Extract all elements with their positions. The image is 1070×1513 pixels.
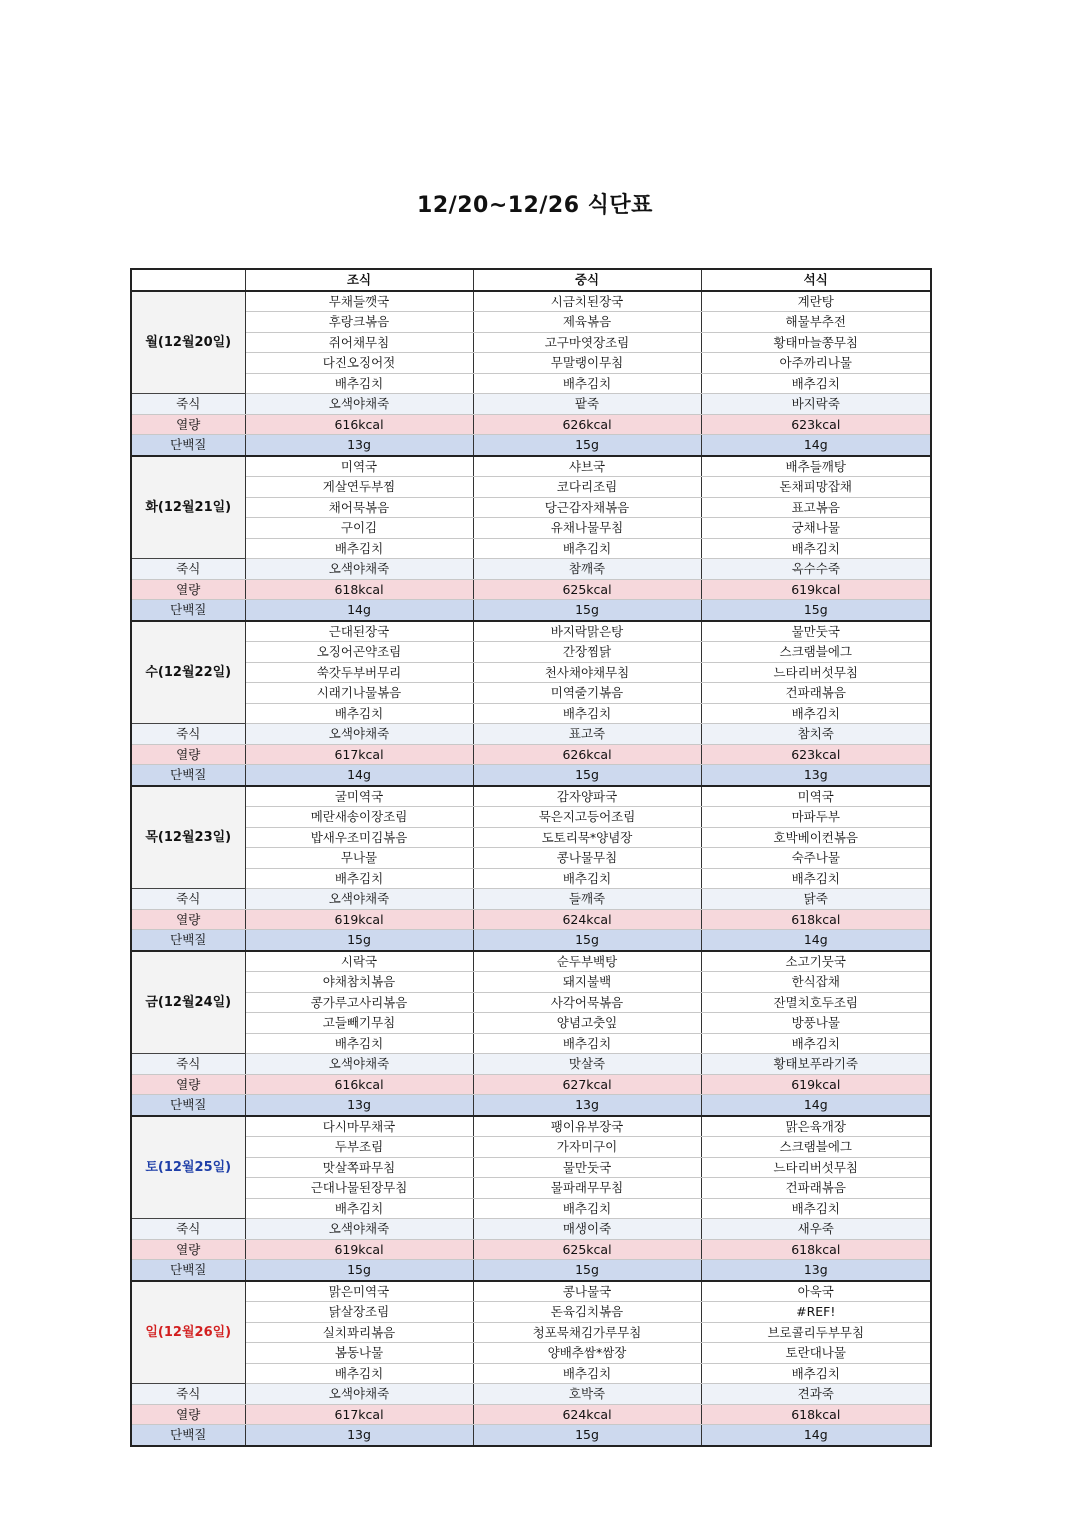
breakfast-dish: 배추김치 [245,538,473,559]
breakfast-calories: 617kcal [245,1404,473,1425]
lunch-calories: 627kcal [473,1074,701,1095]
breakfast-protein: 13g [245,1425,473,1446]
porridge-label: 죽식 [131,1219,245,1240]
dinner-dish: 배추김치 [701,1363,931,1384]
breakfast-protein: 14g [245,600,473,621]
menu-row [131,332,931,353]
porridge-row [131,724,931,745]
lunch-dish: 양념고춧잎 [473,1013,701,1034]
lunch-dish: 당근감자채볶음 [473,497,701,518]
dinner-dish: 호박베이컨볶음 [701,827,931,848]
menu-row [131,1363,931,1384]
dinner-porridge: 옥수수죽 [701,559,931,580]
dinner-dish: 배추김치 [701,1033,931,1054]
breakfast-protein: 15g [245,930,473,951]
dinner-dish: 배추김치 [701,1198,931,1219]
day-label: 월(12월20일) [131,291,245,394]
breakfast-dish: 오징어곤약조림 [245,642,473,663]
header-dinner: 석식 [701,269,931,291]
dinner-dish: 브로콜리두부무침 [701,1322,931,1343]
lunch-dish: 순두부백탕 [473,951,701,972]
lunch-porridge: 호박죽 [473,1384,701,1405]
lunch-dish: 유채나물무침 [473,518,701,539]
breakfast-dish: 배추김치 [245,1363,473,1384]
porridge-row [131,394,931,415]
menu-row [131,992,931,1013]
dinner-calories: 618kcal [701,1239,931,1260]
protein-row [131,1260,931,1281]
lunch-dish: 배추김치 [473,1198,701,1219]
lunch-dish: 고구마엿장조림 [473,332,701,353]
breakfast-dish: 후랑크볶음 [245,312,473,333]
protein-label: 단백질 [131,1260,245,1281]
breakfast-dish: 고들빼기무침 [245,1013,473,1034]
calories-row [131,414,931,435]
dinner-protein: 14g [701,1095,931,1116]
dinner-dish: 맑은육개장 [701,1116,931,1137]
menu-row [131,642,931,663]
lunch-protein: 15g [473,600,701,621]
breakfast-calories: 616kcal [245,1074,473,1095]
lunch-dish: 도토리묵*양념장 [473,827,701,848]
breakfast-porridge: 오색야채죽 [245,889,473,910]
lunch-protein: 15g [473,1425,701,1446]
calories-row [131,1074,931,1095]
breakfast-dish: 배추김치 [245,703,473,724]
porridge-label: 죽식 [131,1054,245,1075]
lunch-dish: 청포묵채김가루무침 [473,1322,701,1343]
dinner-protein: 15g [701,600,931,621]
dinner-dish: 배추들깨탕 [701,456,931,477]
dinner-protein: 13g [701,1260,931,1281]
protein-row [131,930,931,951]
menu-row [131,1281,931,1302]
dinner-dish: 궁채나물 [701,518,931,539]
dinner-dish: 방풍나물 [701,1013,931,1034]
breakfast-dish: 두부조림 [245,1137,473,1158]
dinner-porridge: 바지락죽 [701,394,931,415]
porridge-label: 죽식 [131,1384,245,1405]
lunch-dish: 콩나물국 [473,1281,701,1302]
menu-row [131,1013,931,1034]
dinner-dish: 표고볶음 [701,497,931,518]
breakfast-protein: 14g [245,765,473,786]
menu-row [131,456,931,477]
lunch-dish: 돼지불백 [473,972,701,993]
lunch-calories: 626kcal [473,744,701,765]
lunch-porridge: 표고죽 [473,724,701,745]
breakfast-protein: 15g [245,1260,473,1281]
dinner-protein: 14g [701,1425,931,1446]
porridge-row [131,559,931,580]
breakfast-calories: 616kcal [245,414,473,435]
lunch-protein: 15g [473,930,701,951]
dinner-porridge: 황태보푸라기죽 [701,1054,931,1075]
lunch-protein: 13g [473,1095,701,1116]
calories-row [131,1404,931,1425]
breakfast-dish: 배추김치 [245,1033,473,1054]
calories-label: 열량 [131,744,245,765]
lunch-porridge: 매생이죽 [473,1219,701,1240]
header-lunch: 중식 [473,269,701,291]
dinner-calories: 623kcal [701,744,931,765]
breakfast-dish: 시래기나물볶음 [245,683,473,704]
dinner-dish: 느타리버섯무침 [701,662,931,683]
menu-row [131,518,931,539]
dinner-dish: #REF! [701,1302,931,1323]
lunch-dish: 배추김치 [473,868,701,889]
dinner-dish: 스크램블에그 [701,1137,931,1158]
breakfast-dish: 게살연두부찜 [245,477,473,498]
breakfast-dish: 구이김 [245,518,473,539]
breakfast-porridge: 오색야채죽 [245,724,473,745]
protein-row [131,435,931,456]
lunch-porridge: 팥죽 [473,394,701,415]
dinner-porridge: 참치죽 [701,724,931,745]
lunch-dish: 제육볶음 [473,312,701,333]
menu-row [131,1157,931,1178]
menu-row [131,703,931,724]
breakfast-dish: 쥐어채무침 [245,332,473,353]
lunch-dish: 물파래무무침 [473,1178,701,1199]
lunch-dish: 시금치된장국 [473,291,701,312]
menu-row [131,868,931,889]
lunch-dish: 배추김치 [473,703,701,724]
menu-row [131,848,931,869]
lunch-dish: 배추김치 [473,538,701,559]
lunch-dish: 콩나물무침 [473,848,701,869]
calories-label: 열량 [131,1074,245,1095]
lunch-dish: 팽이유부장국 [473,1116,701,1137]
menu-body [131,291,931,1446]
porridge-row [131,1384,931,1405]
breakfast-dish: 근대된장국 [245,621,473,642]
lunch-dish: 무말랭이무침 [473,353,701,374]
menu-row [131,1116,931,1137]
calories-row [131,909,931,930]
menu-row [131,353,931,374]
dinner-calories: 623kcal [701,414,931,435]
breakfast-dish: 밥새우조미김볶음 [245,827,473,848]
dinner-protein: 14g [701,435,931,456]
breakfast-porridge: 오색야채죽 [245,1054,473,1075]
dinner-dish: 배추김치 [701,538,931,559]
menu-row [131,827,931,848]
lunch-protein: 15g [473,435,701,456]
lunch-dish: 천사채야채무침 [473,662,701,683]
breakfast-dish: 쑥갓두부버무리 [245,662,473,683]
menu-row [131,538,931,559]
breakfast-dish: 근대나물된장무침 [245,1178,473,1199]
porridge-row [131,1054,931,1075]
lunch-protein: 15g [473,1260,701,1281]
dinner-dish: 아욱국 [701,1281,931,1302]
breakfast-protein: 13g [245,1095,473,1116]
lunch-dish: 배추김치 [473,1033,701,1054]
breakfast-dish: 배추김치 [245,373,473,394]
dinner-dish: 배추김치 [701,703,931,724]
dinner-dish: 스크램블에그 [701,642,931,663]
day-label: 화(12월21일) [131,456,245,559]
dinner-porridge: 견과죽 [701,1384,931,1405]
dinner-dish: 돈채피망잡채 [701,477,931,498]
calories-row [131,1239,931,1260]
menu-row [131,1178,931,1199]
lunch-porridge: 참깨죽 [473,559,701,580]
breakfast-dish: 봄동나물 [245,1343,473,1364]
menu-row [131,1137,931,1158]
dinner-dish: 아주까리나물 [701,353,931,374]
lunch-calories: 625kcal [473,579,701,600]
lunch-dish: 사각어묵볶음 [473,992,701,1013]
lunch-dish: 배추김치 [473,1363,701,1384]
protein-label: 단백질 [131,765,245,786]
porridge-label: 죽식 [131,559,245,580]
calories-label: 열량 [131,414,245,435]
menu-row [131,1322,931,1343]
dinner-dish: 숙주나물 [701,848,931,869]
protein-label: 단백질 [131,435,245,456]
meal-plan-table [130,268,932,1447]
breakfast-dish: 맑은미역국 [245,1281,473,1302]
page-title: 12/20~12/26 식단표 [417,193,653,218]
breakfast-porridge: 오색야채죽 [245,394,473,415]
lunch-calories: 626kcal [473,414,701,435]
dinner-dish: 토란대나물 [701,1343,931,1364]
dinner-protein: 14g [701,930,931,951]
lunch-dish: 감자양파국 [473,786,701,807]
menu-row [131,373,931,394]
day-label: 일(12월26일) [131,1281,245,1384]
protein-row [131,765,931,786]
breakfast-dish: 미역국 [245,456,473,477]
breakfast-porridge: 오색야채죽 [245,559,473,580]
breakfast-calories: 618kcal [245,579,473,600]
lunch-dish: 간장찜닭 [473,642,701,663]
breakfast-dish: 배추김치 [245,1198,473,1219]
lunch-dish: 미역줄기볶음 [473,683,701,704]
breakfast-dish: 굴미역국 [245,786,473,807]
protein-row [131,1425,931,1446]
breakfast-dish: 배추김치 [245,868,473,889]
calories-row [131,579,931,600]
day-label: 금(12월24일) [131,951,245,1054]
breakfast-calories: 619kcal [245,909,473,930]
lunch-porridge: 들깨죽 [473,889,701,910]
breakfast-dish: 콩가루고사리볶음 [245,992,473,1013]
breakfast-dish: 채어묵볶음 [245,497,473,518]
porridge-row [131,889,931,910]
breakfast-dish: 무나물 [245,848,473,869]
lunch-protein: 15g [473,765,701,786]
dinner-dish: 배추김치 [701,373,931,394]
lunch-dish: 양배추쌈*쌈장 [473,1343,701,1364]
dinner-dish: 황태마늘쫑무침 [701,332,931,353]
dinner-protein: 13g [701,765,931,786]
day-label: 토(12월25일) [131,1116,245,1219]
dinner-porridge: 새우죽 [701,1219,931,1240]
lunch-calories: 624kcal [473,1404,701,1425]
menu-row [131,312,931,333]
lunch-dish: 배추김치 [473,373,701,394]
menu-row [131,1198,931,1219]
menu-row [131,683,931,704]
lunch-dish: 코다리조림 [473,477,701,498]
dinner-dish: 잔멸치호두조림 [701,992,931,1013]
dinner-dish: 소고기뭇국 [701,951,931,972]
menu-row [131,1033,931,1054]
dinner-dish: 계란탕 [701,291,931,312]
menu-row [131,1302,931,1323]
lunch-dish: 묵은지고등어조림 [473,807,701,828]
porridge-label: 죽식 [131,394,245,415]
day-label: 목(12월23일) [131,786,245,889]
breakfast-calories: 619kcal [245,1239,473,1260]
lunch-calories: 624kcal [473,909,701,930]
dinner-dish: 미역국 [701,786,931,807]
dinner-dish: 한식잡채 [701,972,931,993]
menu-row [131,662,931,683]
dinner-dish: 해물부추전 [701,312,931,333]
menu-row [131,951,931,972]
lunch-dish: 샤브국 [473,456,701,477]
menu-row [131,972,931,993]
porridge-label: 죽식 [131,724,245,745]
protein-label: 단백질 [131,1425,245,1446]
menu-row [131,477,931,498]
dinner-calories: 618kcal [701,1404,931,1425]
header-breakfast: 조식 [245,269,473,291]
day-label: 수(12월22일) [131,621,245,724]
dinner-dish: 건파래볶음 [701,1178,931,1199]
lunch-dish: 바지락맑은탕 [473,621,701,642]
protein-row [131,600,931,621]
menu-row [131,807,931,828]
breakfast-dish: 닭살장조림 [245,1302,473,1323]
lunch-dish: 돈육김치볶음 [473,1302,701,1323]
header-row [131,269,931,291]
breakfast-dish: 다진오징어젓 [245,353,473,374]
breakfast-protein: 13g [245,435,473,456]
calories-label: 열량 [131,1404,245,1425]
breakfast-dish: 실치꽈리볶음 [245,1322,473,1343]
dinner-dish: 느타리버섯무침 [701,1157,931,1178]
header-corner [131,269,245,291]
protein-label: 단백질 [131,600,245,621]
breakfast-dish: 다시마무채국 [245,1116,473,1137]
breakfast-dish: 무채들깻국 [245,291,473,312]
porridge-row [131,1219,931,1240]
protein-label: 단백질 [131,1095,245,1116]
calories-label: 열량 [131,909,245,930]
dinner-calories: 618kcal [701,909,931,930]
dinner-calories: 619kcal [701,579,931,600]
lunch-calories: 625kcal [473,1239,701,1260]
dinner-dish: 마파두부 [701,807,931,828]
breakfast-porridge: 오색야채죽 [245,1384,473,1405]
breakfast-dish: 시락국 [245,951,473,972]
lunch-dish: 물만둣국 [473,1157,701,1178]
protein-row [131,1095,931,1116]
dinner-porridge: 닭죽 [701,889,931,910]
breakfast-dish: 메란새송이장조림 [245,807,473,828]
menu-row [131,1343,931,1364]
calories-label: 열량 [131,1239,245,1260]
dinner-dish: 건파래볶음 [701,683,931,704]
dinner-dish: 배추김치 [701,868,931,889]
breakfast-dish: 야채참치볶음 [245,972,473,993]
breakfast-dish: 맛살쪽파무침 [245,1157,473,1178]
breakfast-porridge: 오색야채죽 [245,1219,473,1240]
menu-row [131,786,931,807]
calories-label: 열량 [131,579,245,600]
menu-row [131,497,931,518]
calories-row [131,744,931,765]
dinner-calories: 619kcal [701,1074,931,1095]
porridge-label: 죽식 [131,889,245,910]
menu-row [131,621,931,642]
menu-row [131,291,931,312]
lunch-porridge: 맛살죽 [473,1054,701,1075]
dinner-dish: 물만둣국 [701,621,931,642]
lunch-dish: 가자미구이 [473,1137,701,1158]
breakfast-calories: 617kcal [245,744,473,765]
protein-label: 단백질 [131,930,245,951]
